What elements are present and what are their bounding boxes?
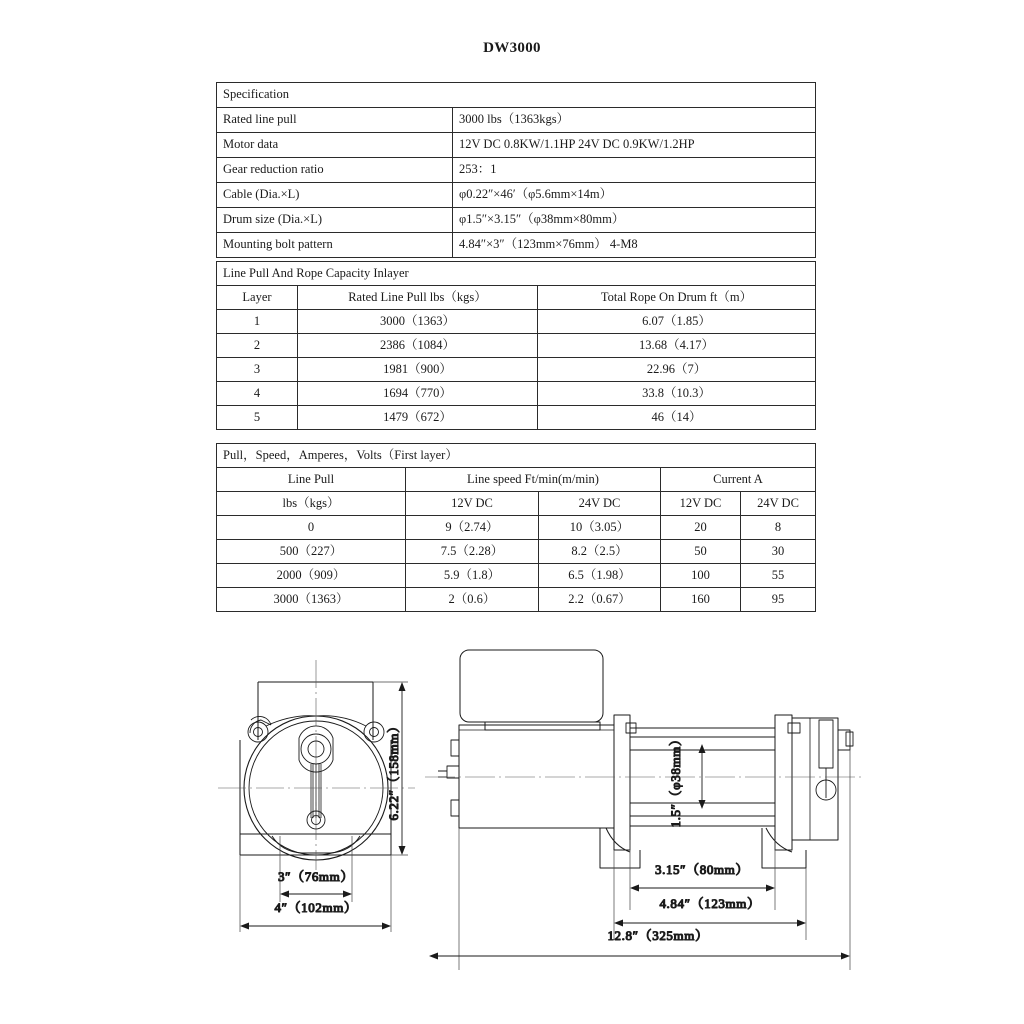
group-header-line-pull: Line Pull [217,468,406,492]
spec-value: 253：1 [453,158,816,183]
cell-rope-on-drum: 22.96（7） [538,358,816,382]
spec-value: φ0.22″×46′（φ5.6mm×14m） [453,183,816,208]
page-title: DW3000 [483,40,541,56]
column-header: Rated Line Pull lbs（kgs） [298,286,538,310]
table-row [217,108,816,133]
cell-line-pull: 2000（909） [217,564,406,588]
table-row [217,310,816,334]
spec-label: Rated line pull [217,108,453,133]
cell-line-pull: 3000（1363） [298,310,538,334]
dim-label-overall-length: 12.8″（325mm） [607,928,709,943]
cell-current-24v: 55 [741,564,816,588]
table-row [217,334,816,358]
performance-table-header: Pull，Speed，Amperes，Volts（First layer） [217,444,816,468]
cell-speed-12v: 5.9（1.8） [406,564,539,588]
dim-label-drum-diameter: 1.5″（φ38mm） [668,732,683,828]
dim-overall-width [240,900,391,930]
table-row [217,83,816,108]
table-row [217,208,816,233]
cell-line-pull: 500（227） [217,540,406,564]
table-row [217,133,816,158]
table-row [217,262,816,286]
table-row [217,516,816,540]
cell-line-pull: 1479（672） [298,406,538,430]
table-row [217,158,816,183]
table-header-row [217,286,816,310]
cell-speed-12v: 2（0.6） [406,588,539,612]
spec-value: 12V DC 0.8KW/1.1HP 24V DC 0.9KW/1.2HP [453,133,816,158]
cell-rope-on-drum: 6.07（1.85） [538,310,816,334]
spec-label: Drum size (Dia.×L) [217,208,453,233]
sub-header: 24V DC [741,492,816,516]
spec-value: φ1.5″×3.15″（φ38mm×80mm） [453,208,816,233]
group-header-line-speed: Line speed Ft/min(m/min) [406,468,661,492]
rope-capacity-table [216,261,816,430]
sub-header: 12V DC [406,492,539,516]
sub-header: 24V DC [539,492,661,516]
motor-shaft-stub [447,766,459,778]
dim-label-overall-width: 4″（102mm） [274,900,358,915]
tie-bolt-right [788,723,800,733]
cell-speed-12v: 9（2.74） [406,516,539,540]
bolt-ear-right [364,722,384,742]
cell-layer: 5 [217,406,298,430]
group-header-current: Current A [661,468,816,492]
table-row [217,406,816,430]
drawing-canvas [210,640,870,980]
spec-label: Cable (Dia.×L) [217,183,453,208]
cell-line-pull: 3000（1363） [217,588,406,612]
cell-speed-12v: 7.5（2.28） [406,540,539,564]
cell-rope-on-drum: 46（14） [538,406,816,430]
spec-table-header: Specification [217,83,816,108]
cell-current-12v: 100 [661,564,741,588]
table-row [217,588,816,612]
gearbox-tie-rod-top [819,720,833,768]
table-row [217,233,816,258]
cell-speed-24v: 2.2（0.67） [539,588,661,612]
cell-speed-24v: 8.2（2.5） [539,540,661,564]
dim-overall-length [429,928,850,960]
dim-label-bolt-width: 3″（76mm） [278,869,354,884]
motor-terminal-upper [451,740,459,756]
cell-current-24v: 30 [741,540,816,564]
dim-label-height: 6.22″（158mm） [386,719,401,821]
winch-engineering-drawing [210,640,870,980]
cell-current-12v: 50 [661,540,741,564]
table-row [217,564,816,588]
specification-table [216,82,816,258]
dim-label-bolt-pattern: 4.84″（123mm） [659,896,761,911]
end-view [218,660,415,932]
gearbox-end-cap [838,730,850,750]
cell-speed-24v: 6.5（1.98） [539,564,661,588]
bolt-hole-right [370,728,379,737]
sub-header: 12V DC [661,492,741,516]
table-row [217,444,816,468]
dim-bolt-pattern [614,896,806,927]
cell-line-pull: 1981（900） [298,358,538,382]
dim-drum-length [630,862,775,892]
table-header-row [217,468,816,492]
solenoid-base [485,722,600,730]
performance-table [216,443,816,612]
table-row [217,382,816,406]
right-drum-support [775,715,792,850]
cell-line-pull: 2386（1084） [298,334,538,358]
sub-header: lbs（kgs） [217,492,406,516]
motor-terminal-lower [451,800,459,816]
spec-value: 4.84″×3″（123mm×76mm） 4-M8 [453,233,816,258]
cell-current-12v: 20 [661,516,741,540]
cell-current-24v: 8 [741,516,816,540]
spec-label: Gear reduction ratio [217,158,453,183]
solenoid-box [460,650,603,722]
cell-current-24v: 95 [741,588,816,612]
dim-bolt-width [278,869,354,898]
cell-layer: 4 [217,382,298,406]
table-row [217,540,816,564]
side-elevation-view [425,650,865,970]
motor-body [459,725,614,828]
gearbox-housing [792,718,838,840]
cell-layer: 2 [217,334,298,358]
spec-label: Mounting bolt pattern [217,233,453,258]
cell-layer: 1 [217,310,298,334]
cell-current-12v: 160 [661,588,741,612]
cell-rope-on-drum: 33.8（10.3） [538,382,816,406]
table-row [217,358,816,382]
cell-speed-24v: 10（3.05） [539,516,661,540]
column-header: Layer [217,286,298,310]
table-row [217,183,816,208]
left-drum-support [614,715,630,850]
dim-label-drum-length: 3.15″（80mm） [655,862,749,877]
table-header-row [217,492,816,516]
cell-line-pull: 0 [217,516,406,540]
cell-rope-on-drum: 13.68（4.17） [538,334,816,358]
capacity-table-header: Line Pull And Rope Capacity Inlayer [217,262,816,286]
column-header: Total Rope On Drum ft（m） [538,286,816,310]
dim-drum-diameter [668,733,706,828]
spec-label: Motor data [217,133,453,158]
spec-value: 3000 lbs（1363kgs） [453,108,816,133]
cell-layer: 3 [217,358,298,382]
cell-line-pull: 1694（770） [298,382,538,406]
left-foot [600,828,640,868]
